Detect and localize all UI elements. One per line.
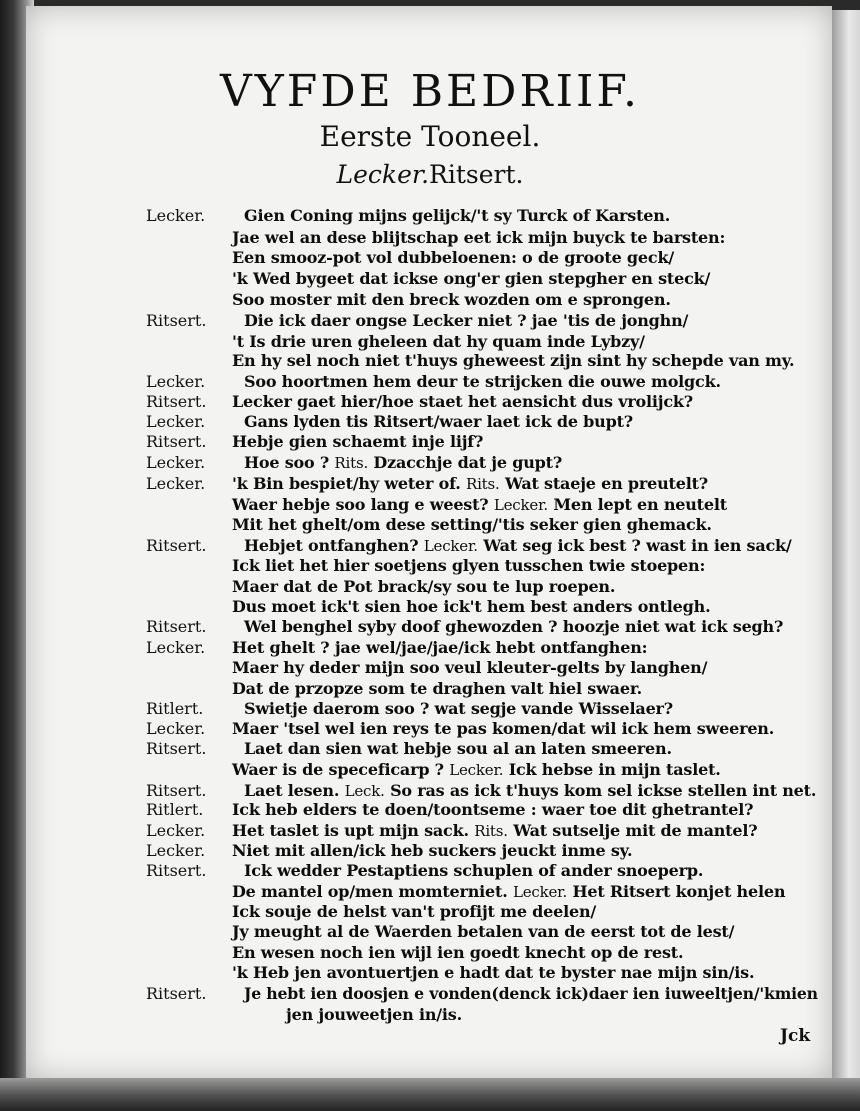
speaker-label: Lecker. bbox=[146, 206, 206, 225]
verse-line bbox=[232, 495, 727, 514]
verse-line: Mit het ghelt/om dese setting/'tis seker gien ghemack. bbox=[232, 515, 712, 534]
verse-line: Maer dat de Pot brack/sy sou te lup roepen. bbox=[232, 577, 616, 596]
verse-line: 't Is drie uren gheleen dat hy quam inde Lybzy/ bbox=[232, 332, 645, 351]
verse-line bbox=[244, 453, 562, 472]
verse-line: 'k Heb jen avontuertjen e hadt dat te byster nae mijn sin/is. bbox=[232, 963, 755, 982]
line-part: Wat seg ick best ? wast in ien sack/ bbox=[483, 536, 792, 555]
verse-line: Swietje daerom soo ? wat segje vande Wisselaer? bbox=[244, 699, 673, 718]
verse-line bbox=[232, 474, 708, 493]
verse-line: Soo moster mit den breck wozden om e sprongen. bbox=[232, 290, 671, 309]
verse-line: Een smooz-pot vol dubbeloenen: o de groote geck/ bbox=[232, 248, 674, 267]
verse-line: Hebje gien schaemt inje lijf? bbox=[232, 432, 484, 451]
verse-line: Jy meught al de Waerden betalen van de eerst tot de lest/ bbox=[232, 922, 735, 941]
speaker-label: Ritsert. bbox=[146, 432, 207, 451]
inline-speaker: Lecker. bbox=[512, 883, 568, 901]
inline-speaker: Rits. bbox=[334, 454, 369, 472]
speaker-label: Lecker. bbox=[146, 719, 206, 738]
speaker-label: Ritsert. bbox=[146, 311, 207, 330]
verse-line: Dus moet ick't sien hoe ick't hem best anders ontlegh. bbox=[232, 597, 711, 616]
line-part: Wat sutselje mit de mantel? bbox=[513, 821, 758, 840]
verse-line: Ick liet het hier soetjens glyen tusschen twie stoepen: bbox=[232, 556, 706, 575]
verse-line: Die ick daer ongse Lecker niet ? jae 'tis de jonghn/ bbox=[244, 311, 689, 330]
line-part: De mantel op/men momterniet. bbox=[232, 882, 508, 901]
speaker-label: Ritlert. bbox=[146, 699, 204, 718]
line-part: Waer hebje soo lang e weest? bbox=[232, 495, 489, 514]
line-part: Hebjet ontfanghen? bbox=[244, 536, 419, 555]
line-part: So ras as ick t'huys kom sel ickse stellen int net. bbox=[390, 781, 817, 800]
speaker-label: Lecker. bbox=[146, 474, 206, 493]
speaker-label: Ritlert. bbox=[146, 800, 204, 819]
line-part: Ick hebse in mijn taslet. bbox=[508, 760, 721, 779]
verse-line: Soo hoortmen hem deur te strijcken die ouwe molgck. bbox=[244, 372, 721, 391]
catchword: Jck bbox=[780, 1026, 811, 1046]
line-part: Dzacchje dat je gupt? bbox=[373, 453, 563, 472]
scene-title: Eerste Tooneel. bbox=[319, 120, 541, 153]
verse-line bbox=[232, 760, 721, 779]
inline-speaker: Rits. bbox=[465, 475, 500, 493]
inline-speaker: Rits. bbox=[474, 822, 508, 840]
verse-line bbox=[244, 536, 792, 555]
line-part: Wat staeje en preutelt? bbox=[504, 474, 708, 493]
speaker-label: Lecker. bbox=[146, 821, 206, 840]
verse-line bbox=[244, 781, 816, 800]
verse-line: En wesen noch ien wijl ien goedt knecht op de rest. bbox=[232, 943, 684, 962]
verse-line: jen jouweetjen in/is. bbox=[286, 1005, 462, 1024]
speaker-label: Ritsert. bbox=[146, 536, 207, 555]
verse-line: Lecker gaet hier/hoe staet het aensicht dus vrolijck? bbox=[232, 392, 693, 411]
act-title: VYFDE BEDRIIF. bbox=[219, 66, 641, 117]
speaker-label: Lecker. bbox=[146, 841, 206, 860]
line-part: Het Ritsert konjet helen bbox=[572, 882, 786, 901]
verse-line: Jae wel an dese blijtschap eet ick mijn buyck te barsten: bbox=[232, 228, 726, 247]
verse-line: Maer 'tsel wel ien reys te pas komen/dat wil ick hem sweeren. bbox=[232, 719, 775, 738]
speaker-label: Lecker. bbox=[146, 412, 206, 431]
inline-speaker: Lecker. bbox=[423, 537, 478, 555]
verse-line: Ick souje de helst van't profijt me deelen/ bbox=[232, 902, 597, 921]
speaker-label: Ritsert. bbox=[146, 861, 207, 880]
speaker-label: Lecker. bbox=[146, 453, 206, 472]
speaker-label: Ritsert. bbox=[146, 617, 207, 636]
verse-line: Wel benghel syby doof ghewozden ? hoozje niet wat ick segh? bbox=[244, 617, 784, 636]
verse-line: Ick wedder Pestaptiens schuplen of ander snoeperp. bbox=[244, 861, 704, 880]
verse-line: Maer hy deder mijn soo veul kleuter-gelts by langhen/ bbox=[232, 658, 708, 677]
speaker-label: Ritsert. bbox=[146, 984, 207, 1003]
verse-line: Gien Coning mijns gelijck/'t sy Turck of Karsten. bbox=[244, 206, 671, 225]
speaker-label: Lecker. bbox=[146, 372, 206, 391]
inline-speaker: Lecker. bbox=[493, 496, 548, 514]
line-part: Het taslet is upt mijn sack. bbox=[232, 821, 469, 840]
verse-line bbox=[232, 882, 785, 901]
verse-line: Gans lyden tis Ritsert/waer laet ick de bupt? bbox=[244, 412, 633, 431]
verse-line: 'k Wed bygeet dat ickse ong'er gien stepgher en steck/ bbox=[232, 269, 711, 288]
inline-speaker: Lecker. bbox=[449, 761, 504, 779]
speaker-label: Ritsert. bbox=[146, 781, 207, 800]
line-part: 'k Bin bespiet/hy weter of. bbox=[232, 474, 461, 493]
cast-list bbox=[0, 160, 860, 189]
verse-line: Ick heb elders te doen/toontseme : waer toe dit ghetrantel? bbox=[232, 800, 754, 819]
cast-ritsert: Ritsert. bbox=[429, 160, 524, 189]
verse-line: Niet mit allen/ick heb suckers jeuckt inme sy. bbox=[232, 841, 633, 860]
line-part: Laet lesen. bbox=[244, 781, 340, 800]
speaker-label: Ritsert. bbox=[146, 739, 207, 758]
speaker-label: Lecker. bbox=[146, 638, 206, 657]
verse-line: Het ghelt ? jae wel/jae/jae/ick hebt ontfanghen: bbox=[232, 638, 648, 657]
line-part: Waer is de speceficarp ? bbox=[232, 760, 444, 779]
line-part: Hoe soo ? bbox=[244, 453, 330, 472]
verse-line: Je hebt ien doosjen e vonden(denck ick)daer ien iuweeltjen/'kmien bbox=[244, 984, 818, 1003]
speaker-label: Ritsert. bbox=[146, 392, 207, 411]
verse-line: Dat de przopze som te draghen valt hiel swaer. bbox=[232, 679, 642, 698]
verse-line bbox=[232, 821, 757, 840]
inline-speaker: Leck. bbox=[344, 782, 385, 800]
line-part: Men lept en neutelt bbox=[553, 495, 727, 514]
verse-line: En hy sel noch niet t'huys gheweest zijn sint hy schepde van my. bbox=[232, 351, 795, 370]
scan-edge-bottom bbox=[0, 1078, 860, 1111]
cast-lecker: Lecker. bbox=[336, 160, 430, 189]
verse-line: Laet dan sien wat hebje sou al an laten smeeren. bbox=[244, 739, 672, 758]
